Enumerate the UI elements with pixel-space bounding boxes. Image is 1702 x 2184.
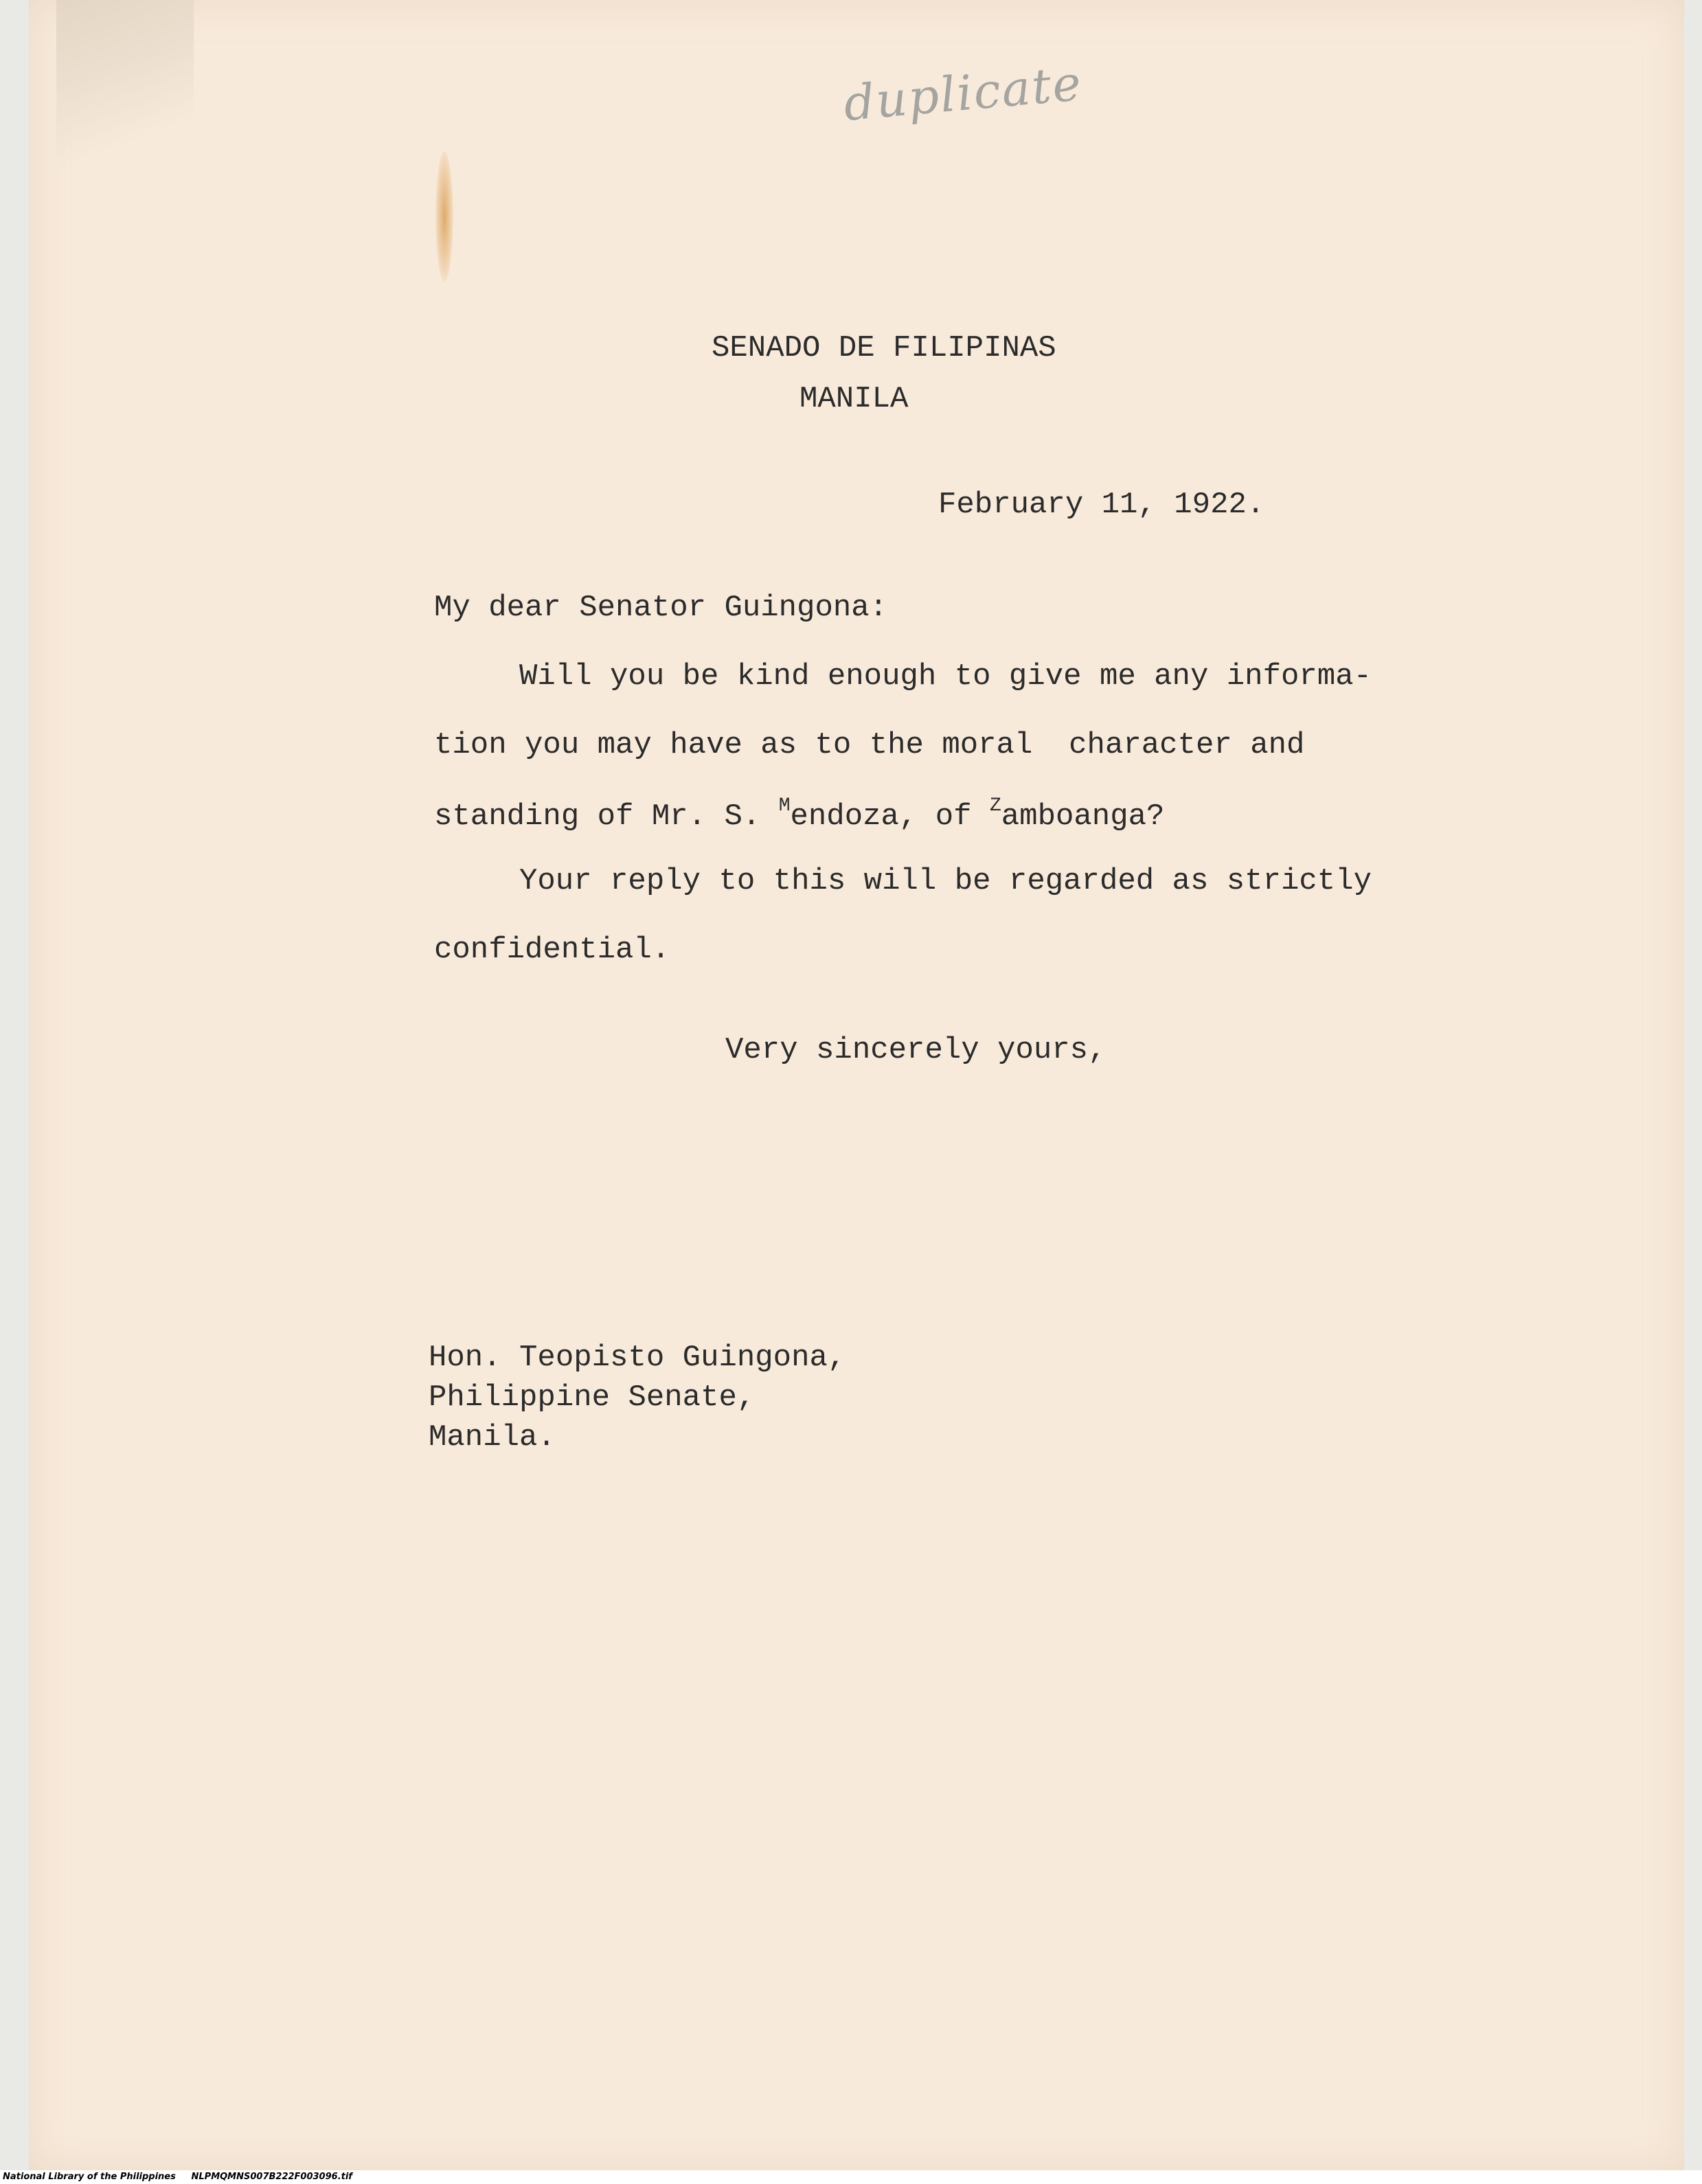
footer-filename: NLPMQMNS007B222F003096.tif bbox=[191, 2172, 352, 2182]
address-line: Hon. Teopisto Guingona, bbox=[429, 1341, 846, 1375]
handwritten-annotation: duplicate bbox=[841, 54, 1085, 133]
footer-institution: National Library of the Philippines bbox=[3, 2172, 176, 2182]
address-line: Manila. bbox=[429, 1420, 556, 1455]
paper-stain bbox=[435, 151, 453, 282]
scan-footer bbox=[0, 2170, 1702, 2184]
torn-corner bbox=[56, 0, 194, 179]
body-line: tion you may have as to the moral character and bbox=[434, 728, 1305, 762]
address-line: Philippine Senate, bbox=[429, 1380, 756, 1415]
body-line: confidential. bbox=[434, 933, 670, 967]
body-line: Will you be kind enough to give me any informa- bbox=[519, 659, 1372, 694]
closing: Very sincerely yours, bbox=[725, 1033, 1107, 1067]
letterhead-city: MANILA bbox=[799, 382, 909, 416]
salutation: My dear Senator Guingona: bbox=[434, 591, 888, 625]
letter-page bbox=[29, 0, 1684, 2170]
body-line: standing of Mr. S. $^M$endoza, of $^Z$amboanga? bbox=[434, 795, 1165, 834]
letterhead-title: SENADO DE FILIPINAS bbox=[712, 331, 1056, 365]
body-line: Your reply to this will be regarded as strictly bbox=[519, 864, 1372, 898]
letter-date: February 11, 1922. bbox=[938, 488, 1265, 522]
